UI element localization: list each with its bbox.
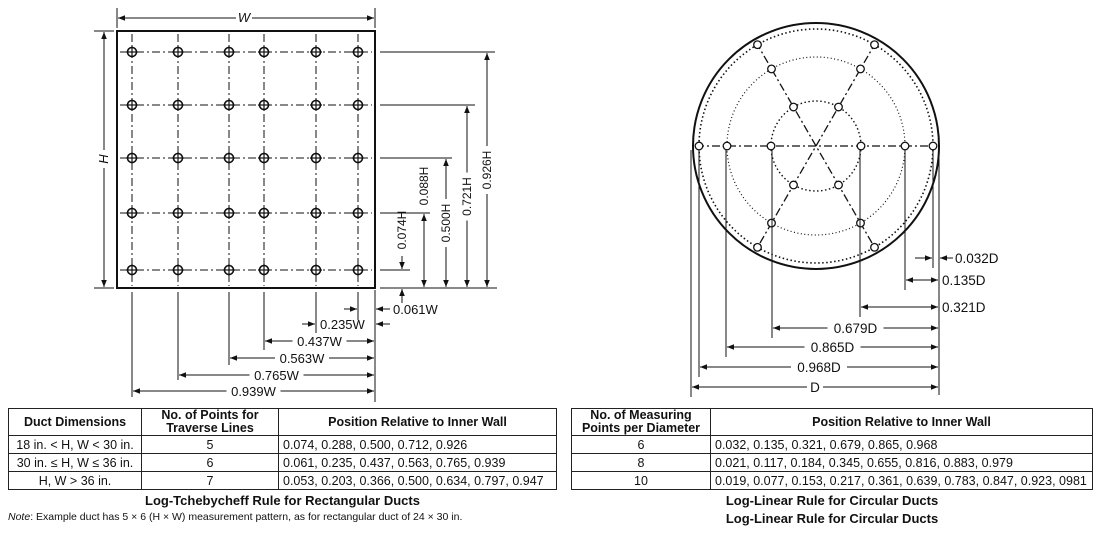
measuring-point <box>695 142 703 150</box>
measuring-point <box>835 181 843 189</box>
positions-cell: 0.061, 0.235, 0.437, 0.563, 0.765, 0.939 <box>279 454 557 472</box>
duct-dimension-cell: H, W > 36 in. <box>9 472 142 490</box>
circular-table-caption-repeat: Log-Linear Rule for Circular Ducts <box>725 511 939 526</box>
measuring-point <box>723 142 731 150</box>
diameter-dimensions <box>691 150 999 397</box>
header-duct-dimensions: Duct Dimensions <box>9 409 142 436</box>
measuring-point <box>871 41 879 49</box>
duct-outline <box>117 31 375 288</box>
diameter-dimension-label: 0.968D <box>797 360 841 375</box>
table-note <box>8 511 462 523</box>
width-dimension-label: 0.563W <box>279 351 325 366</box>
table-row <box>9 472 557 490</box>
width-dimension-label: 0.765W <box>254 368 299 383</box>
note-label: Note <box>8 511 31 523</box>
duct-dimension-cell: 18 in. < H, W < 30 in. <box>9 436 142 454</box>
circular-duct-table <box>571 408 1093 490</box>
header-position: Position Relative to Inner Wall <box>279 409 557 436</box>
duct-dimension-cell: 30 in. ≤ H, W ≤ 36 in. <box>9 454 142 472</box>
height-dimension-label: 0.500H <box>439 203 453 243</box>
width-dimension-label: 0.061W <box>393 302 438 317</box>
diameter-dimension-label: 0.135D <box>942 273 986 288</box>
measuring-point <box>768 65 776 73</box>
diameter-dimension-label: 0.679D <box>833 321 878 336</box>
table-row <box>572 472 1093 490</box>
traverse-diameters <box>695 41 937 251</box>
positions-cell: 0.053, 0.203, 0.366, 0.500, 0.634, 0.797, 0.947 <box>279 472 557 490</box>
height-dimension-label: 0.926H <box>480 150 494 190</box>
measuring-point <box>835 103 843 111</box>
height-dimension-label: 0.088H <box>417 166 431 206</box>
measuring-point <box>767 142 775 150</box>
width-dimension-label: 0.939W <box>231 384 276 399</box>
positions-cell: 0.021, 0.117, 0.184, 0.345, 0.655, 0.816, 0.883, 0.979 <box>711 454 1093 472</box>
points-cell: 6 <box>572 436 711 454</box>
points-cell: 6 <box>142 454 279 472</box>
diameter-dimension-label: 0.865D <box>810 340 855 355</box>
positions-cell: 0.032, 0.135, 0.321, 0.679, 0.865, 0.968 <box>711 436 1093 454</box>
height-dimension-label: 0.721H <box>460 177 474 216</box>
measuring-point <box>790 181 798 189</box>
measuring-point <box>790 103 798 111</box>
points-cell: 5 <box>142 436 279 454</box>
measuring-point <box>929 142 937 150</box>
table-row <box>572 454 1093 472</box>
header-measuring-points: No. of Measuring Points per Diameter <box>572 409 711 436</box>
rectangular-duct-diagram <box>94 8 497 402</box>
rectangular-duct-table <box>8 408 557 490</box>
measuring-point <box>754 41 762 49</box>
measuring-point <box>871 244 879 252</box>
width-dimension-label: 0.235W <box>320 317 365 332</box>
positions-cell: 0.074, 0.288, 0.500, 0.712, 0.926 <box>279 436 557 454</box>
diameter-dimension-label: 0.032D <box>955 251 999 266</box>
width-dimension-label: 0.437W <box>297 334 342 349</box>
header-points: No. of Points for Traverse Lines <box>142 409 279 436</box>
measuring-point <box>857 142 865 150</box>
height-dimension-label: 0.074H <box>395 210 409 250</box>
rectangular-table-caption: Log-Tchebycheff Rule for Rectangular Ducts <box>145 493 420 508</box>
measuring-point <box>754 244 762 252</box>
points-cell: 10 <box>572 472 711 490</box>
header-position: Position Relative to Inner Wall <box>711 409 1093 436</box>
height-dimensions <box>380 52 497 303</box>
circular-table-caption: Log-Linear Rule for Circular Ducts <box>725 493 939 508</box>
diameter-dimension-label: 0.321D <box>942 300 986 315</box>
width-dimensions <box>132 290 439 402</box>
points-cell: 8 <box>572 454 711 472</box>
table-row <box>572 436 1093 454</box>
width-label: W <box>237 10 251 25</box>
measuring-point <box>901 142 909 150</box>
table-row <box>9 454 557 472</box>
table-row <box>9 436 557 454</box>
measuring-point <box>857 65 865 73</box>
traverse-grid <box>120 34 372 286</box>
positions-cell: 0.019, 0.077, 0.153, 0.217, 0.361, 0.639, 0.783, 0.847, 0.923, 0981 <box>711 472 1093 490</box>
points-cell: 7 <box>142 472 279 490</box>
circular-duct-diagram <box>691 23 999 397</box>
diameter-dimension-label: D <box>810 380 820 395</box>
height-label: H <box>96 154 111 164</box>
note-text: : Example duct has 5 × 6 (H × W) measurement pattern, as for rectangular duct of 24 × 30 in. <box>30 511 463 523</box>
